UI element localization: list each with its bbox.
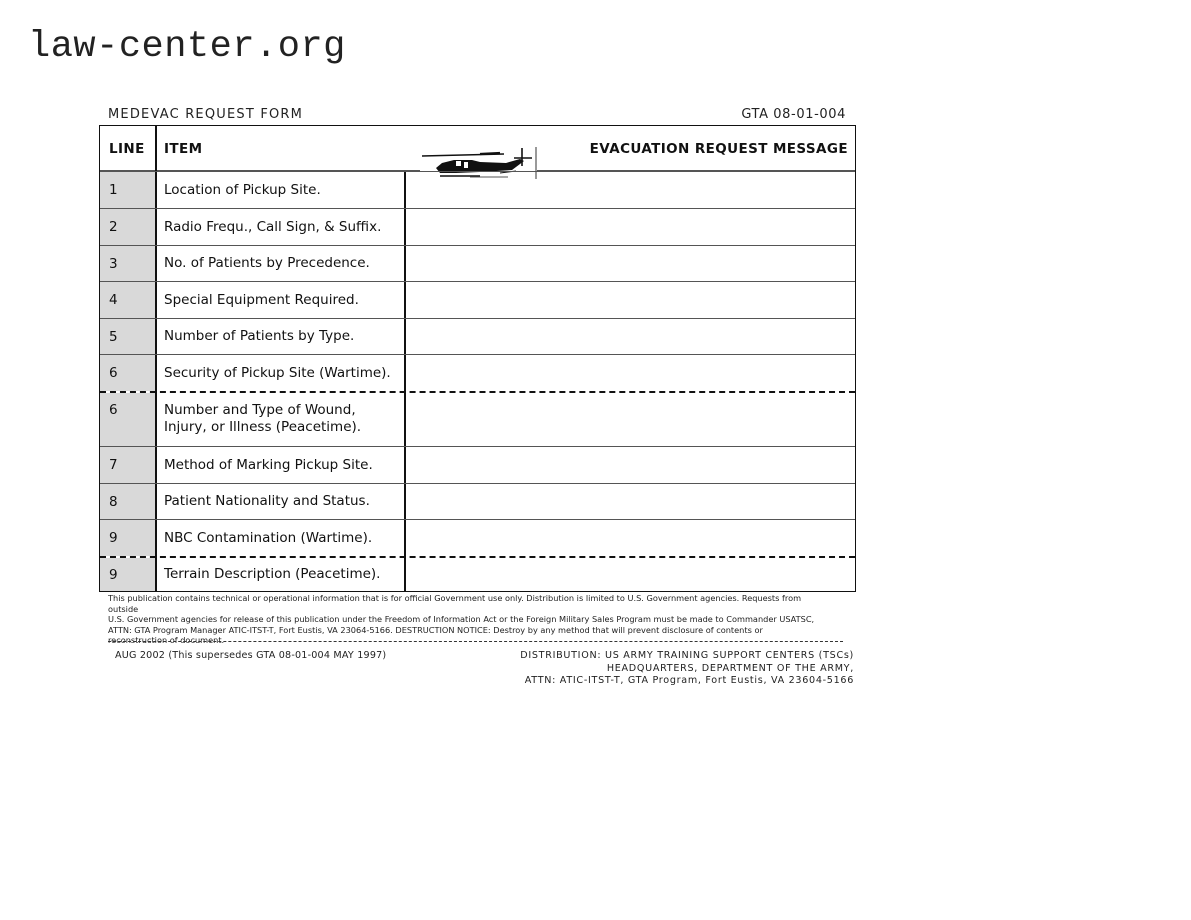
form-number: GTA 08-01-004 xyxy=(741,107,846,122)
line-number: 9 xyxy=(100,520,155,556)
watermark: law-center.org xyxy=(28,26,346,68)
line-number: 6 xyxy=(100,393,155,446)
table-header xyxy=(100,126,855,172)
line-number: 4 xyxy=(100,282,155,318)
item-label: Special Equipment Required. xyxy=(164,291,359,308)
notice-line: reconstruction of document. xyxy=(108,635,225,646)
form-title: MEDEVAC REQUEST FORM xyxy=(108,107,304,122)
table-row xyxy=(100,281,855,318)
line-number: 5 xyxy=(100,319,155,354)
table-row xyxy=(100,208,855,245)
notice-line: This publication contains technical or operational information that is for official Government use only. Distribution is limited to U.S. Government agencies. Requests from outside xyxy=(108,593,802,614)
line-number: 2 xyxy=(100,209,155,245)
table-row xyxy=(100,519,855,556)
dashed-separator xyxy=(108,641,843,642)
table-row xyxy=(100,556,855,591)
line-number: 1 xyxy=(100,172,155,208)
line-number: 9 xyxy=(100,558,155,591)
item-label: NBC Contamination (Wartime). xyxy=(164,529,373,546)
message-field[interactable] xyxy=(406,393,855,446)
message-field[interactable] xyxy=(406,319,855,354)
message-field[interactable] xyxy=(406,484,855,519)
item-label: Patient Nationality and Status. xyxy=(164,493,370,509)
line-number: 3 xyxy=(100,246,155,281)
message-field[interactable] xyxy=(406,355,855,391)
table-row xyxy=(100,171,855,208)
table-row xyxy=(100,483,855,519)
item-label: No. of Patients by Precedence. xyxy=(164,255,370,271)
item-label: Radio Frequ., Call Sign, & Suffix. xyxy=(164,218,382,235)
notice-line: ATTN: GTA Program Manager ATIC-ITST-T, Fort Eustis, VA 23064-5166. DESTRUCTION NOTICE: Destroy by any method that will prevent disclosure of contents or xyxy=(108,624,763,635)
line-number: 7 xyxy=(100,447,155,483)
distribution-line: DISTRIBUTION: US ARMY TRAINING SUPPORT CENTERS (TSCs) xyxy=(520,650,854,661)
edition-date: AUG 2002 (This supersedes GTA 08-01-004 MAY 1997) xyxy=(115,650,387,661)
item-label: Security of Pickup Site (Wartime). xyxy=(164,364,391,381)
distribution-line: ATTN: ATIC-ITST-T, GTA Program, Fort Eustis, VA 23604-5166 xyxy=(524,675,854,687)
header-line: LINE xyxy=(109,141,145,157)
table-row xyxy=(100,245,855,281)
message-field[interactable] xyxy=(406,172,855,208)
message-field[interactable] xyxy=(406,209,855,245)
message-field[interactable] xyxy=(406,246,855,281)
item-label: Method of Marking Pickup Site. xyxy=(164,456,373,473)
message-field[interactable] xyxy=(406,447,855,483)
item-label: Location of Pickup Site. xyxy=(164,181,321,198)
header-evacuation-request-message: EVACUATION REQUEST MESSAGE xyxy=(589,141,848,157)
distribution-notice xyxy=(108,593,828,646)
item-label: Terrain Description (Peacetime). xyxy=(164,566,381,582)
notice-line: U.S. Government agencies for release of this publication under the Freedom of Information Act or the Foreign Military Sales Program must be made to Commander USATSC, xyxy=(108,614,815,625)
line-number: 6 xyxy=(100,355,155,391)
table-row xyxy=(100,446,855,483)
table-row xyxy=(100,354,855,391)
distribution-line: HEADQUARTERS, DEPARTMENT OF THE ARMY, xyxy=(606,662,854,674)
medevac-request-table xyxy=(99,125,856,592)
table-row xyxy=(100,318,855,354)
message-field[interactable] xyxy=(406,282,855,318)
item-label-line1: Number and Type of Wound, xyxy=(164,402,356,418)
distribution-info xyxy=(520,650,854,688)
message-field[interactable] xyxy=(406,558,855,591)
line-number: 8 xyxy=(100,484,155,519)
header-item: ITEM xyxy=(164,141,203,157)
message-field[interactable] xyxy=(406,520,855,556)
item-label-line2: Injury, or Illness (Peacetime). xyxy=(164,419,362,435)
item-label: Number of Patients by Type. xyxy=(164,328,355,344)
table-row xyxy=(100,391,855,446)
